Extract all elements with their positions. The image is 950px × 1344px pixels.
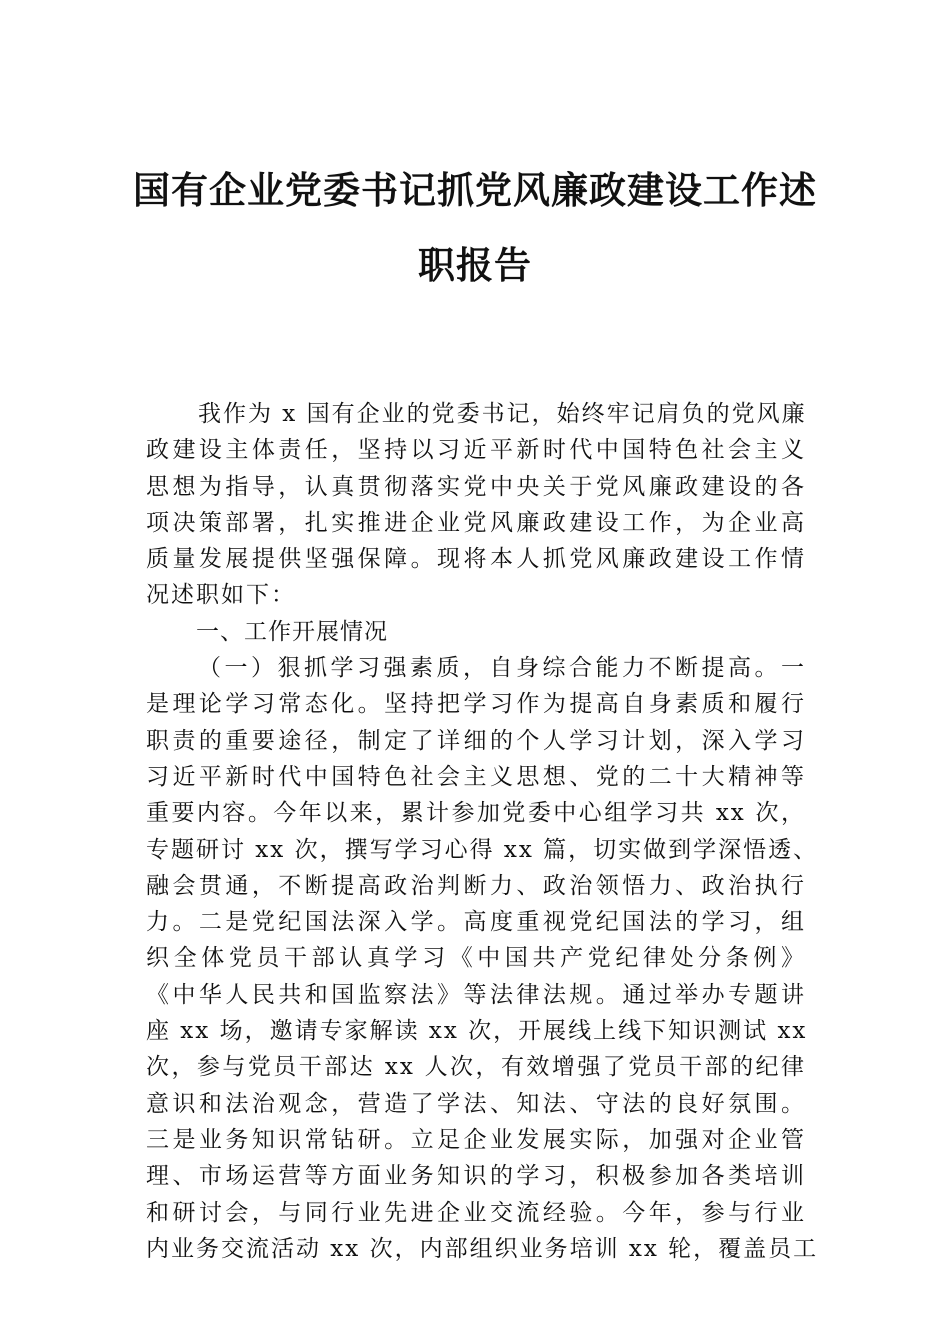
section-line: 意识和法治观念，营造了学法、知法、守法的良好氛围。 bbox=[146, 1090, 806, 1117]
document-body bbox=[146, 396, 819, 1267]
section-line: 次，参与党员干部达 xx 人次，有效增强了党员干部的纪律 bbox=[146, 1054, 806, 1081]
intro-paragraph bbox=[146, 396, 806, 614]
section-line: 融会贯通，不断提高政治判断力、政治领悟力、政治执行 bbox=[146, 872, 806, 899]
section-line: 织全体党员干部认真学习《中国共产党纪律处分条例》 bbox=[146, 945, 806, 972]
section-line: 习近平新时代中国特色社会主义思想、党的二十大精神等 bbox=[146, 763, 806, 790]
intro-line: 我作为 x 国有企业的党委书记，始终牢记肩负的党风廉 bbox=[198, 401, 807, 427]
section-line: 是理论学习常态化。坚持把学习作为提高自身素质和履行 bbox=[146, 691, 806, 718]
intro-line: 况述职如下： bbox=[146, 582, 296, 609]
document-title-line-1: 国有企业党委书记抓党风廉政建设工作述 bbox=[133, 168, 817, 212]
section-line: 三是业务知识常钻研。立足企业发展实际，加强对企业管 bbox=[146, 1126, 806, 1153]
intro-line: 政建设主体责任，坚持以习近平新时代中国特色社会主义 bbox=[146, 437, 806, 464]
intro-line: 思想为指导，认真贯彻落实党中央关于党风廉政建设的各 bbox=[146, 473, 806, 500]
section-line: 职责的重要途径，制定了详细的个人学习计划，深入学习 bbox=[146, 727, 806, 754]
intro-line: 质量发展提供坚强保障。现将本人抓党风廉政建设工作情 bbox=[146, 546, 806, 573]
section-line: 力。二是党纪国法深入学。高度重视党纪国法的学习，组 bbox=[146, 909, 806, 936]
section-line: 重要内容。今年以来，累计参加党委中心组学习共 xx 次， bbox=[146, 800, 806, 827]
section-line: 专题研讨 xx 次，撰写学习心得 xx 篇，切实做到学深悟透、 bbox=[146, 836, 819, 863]
document-title-line-2: 职报告 bbox=[418, 243, 532, 287]
section-1-paragraph bbox=[146, 650, 819, 1267]
section-line: 理、市场运营等方面业务知识的学习，积极参加各类培训 bbox=[146, 1163, 806, 1190]
section-heading: 一、工作开展情况 bbox=[196, 618, 388, 645]
section-line: 内业务交流活动 xx 次，内部组织业务培训 xx 轮，覆盖员工 bbox=[146, 1235, 819, 1262]
section-line: 《中华人民共和国监察法》等法律法规。通过举办专题讲 bbox=[146, 981, 806, 1008]
section-line: 和研讨会，与同行业先进企业交流经验。今年，参与行业 bbox=[146, 1199, 806, 1226]
intro-line: 项决策部署，扎实推进企业党风廉政建设工作，为企业高 bbox=[146, 509, 806, 536]
section-line: 座 xx 场，邀请专家解读 xx 次，开展线上线下知识测试 xx bbox=[146, 1018, 808, 1045]
section-line: （一）狠抓学习强素质，自身综合能力不断提高。一 bbox=[198, 655, 806, 682]
